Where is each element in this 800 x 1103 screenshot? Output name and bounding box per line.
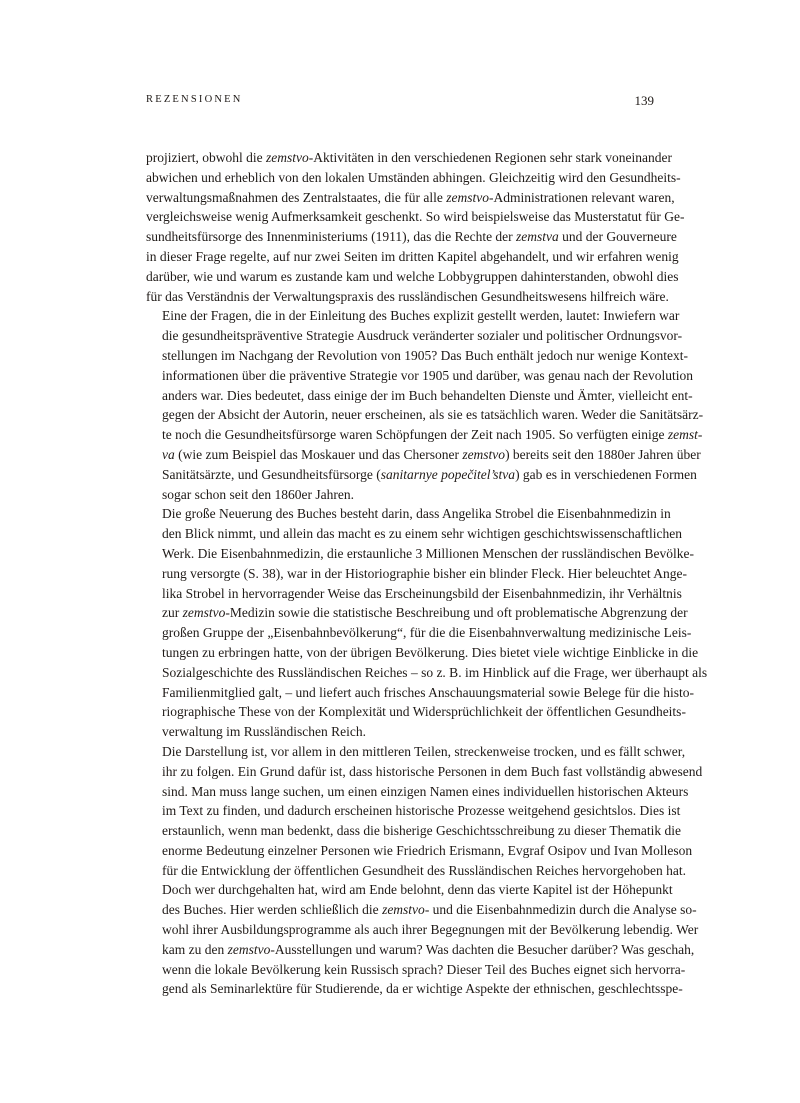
text-line: [146, 564, 687, 584]
review-body-text: [146, 148, 708, 999]
text-run: -Aktivitäten in den verschiedenen Regionen sehr stark voneinander: [308, 150, 672, 165]
text-run: Die große Neuerung des Buches besteht darin, dass Angelika Strobel die Eisenbahnmedizin in: [162, 506, 671, 522]
text-run: großen Gruppe der „Eisenbahnbevölkerung“, für die die Eisenbahnverwaltung medizinische Leis-: [162, 625, 692, 641]
italic-term: zemstvo: [227, 941, 271, 957]
text-line: [146, 346, 688, 366]
text-line: [146, 742, 686, 762]
text-run: verwaltungsmaßnahmen des Zentralstaates, die für alle: [146, 189, 447, 205]
italic-term: zemstvo: [462, 446, 506, 462]
text-run: (wie zum Beispiel das Moskauer und das Chersoner: [174, 446, 463, 462]
text-line: [146, 821, 681, 841]
text-run: sogar schon seit den 1860er Jahren.: [162, 486, 354, 502]
text-line: [146, 880, 673, 900]
text-line: [146, 584, 682, 604]
text-run: im Text zu finden, und dadurch erscheinen historische Prozesse weitgehend gesichtslos. Dies ist: [162, 803, 681, 819]
text-line: [146, 544, 695, 564]
text-run: tungen zu erbringen hatte, von der übrigen Bevölkerung. Dies bietet viele wichtige Einblicke in die: [162, 644, 699, 660]
text-line: [146, 306, 680, 326]
text-line: [146, 861, 686, 881]
italic-term: sanitarnye popečitel’stva: [380, 466, 516, 482]
text-run: ) gab es in verschiedenen Formen: [515, 466, 697, 482]
text-run: Sanitätsärzte, und Gesundheitsfürsorge (: [162, 466, 381, 482]
running-title: REZENSIONEN: [146, 94, 243, 105]
text-line: [146, 683, 694, 703]
text-line: [146, 207, 685, 227]
text-line: [146, 900, 697, 920]
text-line: [146, 227, 677, 247]
text-run: ) bereits seit den 1880er Jahren über: [505, 446, 701, 462]
text-line: [146, 188, 675, 208]
text-run: kam zu den: [162, 941, 228, 957]
text-run: informationen über die präventive Strategie vor 1905 und darüber, was genau nach der Revolution: [162, 367, 694, 383]
text-line: [146, 425, 703, 445]
text-line: [146, 504, 671, 524]
text-line: [146, 247, 679, 267]
text-run: den Blick nimmt, und allein das macht es zu einem sehr wichtigen geschichtswissenschaftlichen: [162, 526, 682, 542]
text-run: ihr zu folgen. Ein Grund dafür ist, dass historische Personen in dem Buch fast vollständig abwesend: [162, 763, 703, 779]
text-run: gend als Seminarlektüre für Studierende, da er wichtige Aspekte der ethnischen, geschlechtsspe-: [162, 981, 683, 997]
text-run: darüber, wie und warum es zustande kam und welche Lobbygruppen dahinterstanden, obwohl dies: [146, 268, 679, 284]
text-line: [146, 603, 688, 623]
italic-term: va: [162, 446, 175, 462]
text-line: [146, 702, 686, 722]
text-line: [146, 960, 686, 980]
text-run: und der Gouverneure: [558, 229, 677, 245]
text-run: erstaunlich, wenn man bedenkt, dass die bisherige Geschichtsschreibung zu dieser Thematik die: [162, 823, 681, 839]
text-line: [146, 287, 669, 307]
page-number: 139: [634, 93, 654, 108]
text-run: in dieser Frage regelte, auf nur zwei Seiten im dritten Kapitel abgehandelt, und wir erfahren wenig: [146, 248, 679, 264]
text-run: Eine der Fragen, die in der Einleitung des Buches explizit gestellt werden, lautet: Inwiefern war: [162, 308, 680, 324]
text-run: enorme Bedeutung einzelner Personen wie Friedrich Erismann, Evgraf Osipov und Ivan Molleson: [162, 842, 693, 858]
text-run: abwichen und erheblich von den lokalen Umständen abhingen. Gleichzeitig wird den Gesundheits-: [146, 169, 681, 185]
text-run: -Ausstellungen und warum? Was dachten die Besucher darüber? Was geschah,: [270, 941, 695, 957]
text-line: [146, 267, 679, 287]
paragraph: [146, 148, 685, 306]
text-run: Werk. Die Eisenbahnmedizin, die erstaunliche 3 Millionen Menschen der russländischen Bevölke-: [162, 545, 695, 561]
paragraph: [146, 880, 699, 999]
text-run: zur: [162, 605, 183, 621]
text-run: wohl ihrer Ausbildungsprogramme als auch ihrer Begegnungen mit der Bevölkerung lebendig. Wer: [162, 922, 699, 938]
italic-term: zemstva: [516, 229, 559, 245]
text-line: [146, 386, 693, 406]
text-line: [146, 524, 682, 544]
text-line: [146, 663, 708, 683]
text-run: riographische These von der Komplexität und Widersprüchlichkeit der öffentlichen Gesundheits-: [162, 704, 686, 720]
text-line: [146, 940, 695, 960]
text-run: wenn die lokale Bevölkerung kein Russisch sprach? Dieser Teil des Buches eignet sich hervorra-: [162, 961, 686, 977]
text-run: Die Darstellung ist, vor allem in den mittleren Teilen, streckenweise trocken, und es fällt schwer,: [162, 743, 686, 759]
text-run: für die Entwicklung der öffentlichen Gesundheit des Russländischen Reiches hervorgehoben hat.: [162, 862, 686, 878]
text-line: [146, 643, 699, 663]
text-run: te noch die Gesundheitsfürsorge waren Schöpfungen der Zeit nach 1905. So verfügten einige: [162, 427, 668, 443]
text-run: -Medizin sowie die statistische Beschreibung und oft problematische Abgrenzung der: [225, 605, 688, 621]
text-run: anders war. Dies bedeutet, dass einige der im Buch behandelten Dienste und Ämter, vielleicht ent-: [162, 387, 693, 403]
text-run: projiziert, obwohl die: [146, 150, 266, 165]
text-line: [146, 782, 689, 802]
italic-term: zemst-: [667, 427, 703, 443]
text-run: sind. Man muss lange suchen, um einen einzigen Namen eines individuellen historischen Akteurs: [162, 783, 689, 799]
text-line: [146, 148, 672, 168]
text-run: Sozialgeschichte des Russländischen Reiches – so z. B. im Hinblick auf die Frage, wer überhaupt als: [162, 664, 708, 680]
text-line: [146, 979, 683, 999]
text-run: -Administrationen relevant waren,: [489, 189, 675, 205]
text-line: [146, 623, 692, 643]
text-line: [146, 465, 697, 485]
text-line: [146, 445, 701, 465]
text-line: [146, 485, 654, 505]
paragraph: [146, 306, 704, 504]
text-run: stellungen im Nachgang der Revolution von 1905? Das Buch enthält jedoch nur wenige Kontext-: [162, 347, 688, 363]
text-run: vergleichsweise wenig Aufmerksamkeit geschenkt. So wird beispielsweise das Musterstatut für Ge-: [146, 209, 685, 225]
text-run: sundheitsfürsorge des Innenministeriums (1911), das die Rechte der: [146, 229, 517, 245]
text-line: [146, 405, 704, 425]
text-line: [146, 762, 703, 782]
text-line: [146, 722, 654, 742]
text-run: - und die Eisenbahnmedizin durch die Analyse so-: [424, 902, 697, 918]
text-line: [146, 366, 694, 386]
italic-term: zemstvo: [382, 902, 425, 918]
text-line: [146, 326, 683, 346]
text-run: rung versorgte (S. 38), war in der Historiographie bisher ein blinder Fleck. Hier beleuchtet Ange-: [162, 565, 687, 581]
italic-term: zemstvo: [265, 150, 309, 165]
text-run: die gesundheitspräventive Strategie Ausdruck veränderter sozialer und politischer Ordnungsvor-: [162, 328, 683, 344]
text-run: für das Verständnis der Verwaltungspraxis des russländischen Gesundheitswesens hilfreich wäre.: [146, 288, 669, 304]
text-line: [146, 168, 681, 188]
italic-term: zemstvo: [182, 605, 226, 621]
text-run: verwaltung im Russländischen Reich.: [162, 724, 366, 740]
paragraph: [146, 742, 703, 881]
text-line: [146, 841, 693, 861]
text-line: [146, 801, 681, 821]
text-run: Familienmitglied galt, – und liefert auch frisches Anschauungsmaterial sowie Belege für die histo-: [162, 684, 694, 700]
text-run: des Buches. Hier werden schließlich die: [162, 902, 383, 918]
text-run: gegen der Absicht der Autorin, neuer erscheinen, als sie es tatsächlich waren. Weder die Sanitätsärz-: [162, 407, 704, 423]
text-run: Doch wer durchgehalten hat, wird am Ende belohnt, denn das vierte Kapitel ist der Höhepunkt: [162, 882, 673, 898]
italic-term: zemstvo: [446, 189, 490, 205]
paragraph: [146, 504, 708, 742]
text-run: lika Strobel in hervorragender Weise das Erscheinungsbild der Eisenbahnmedizin, ihr Verhältnis: [162, 585, 682, 601]
text-line: [146, 920, 699, 940]
